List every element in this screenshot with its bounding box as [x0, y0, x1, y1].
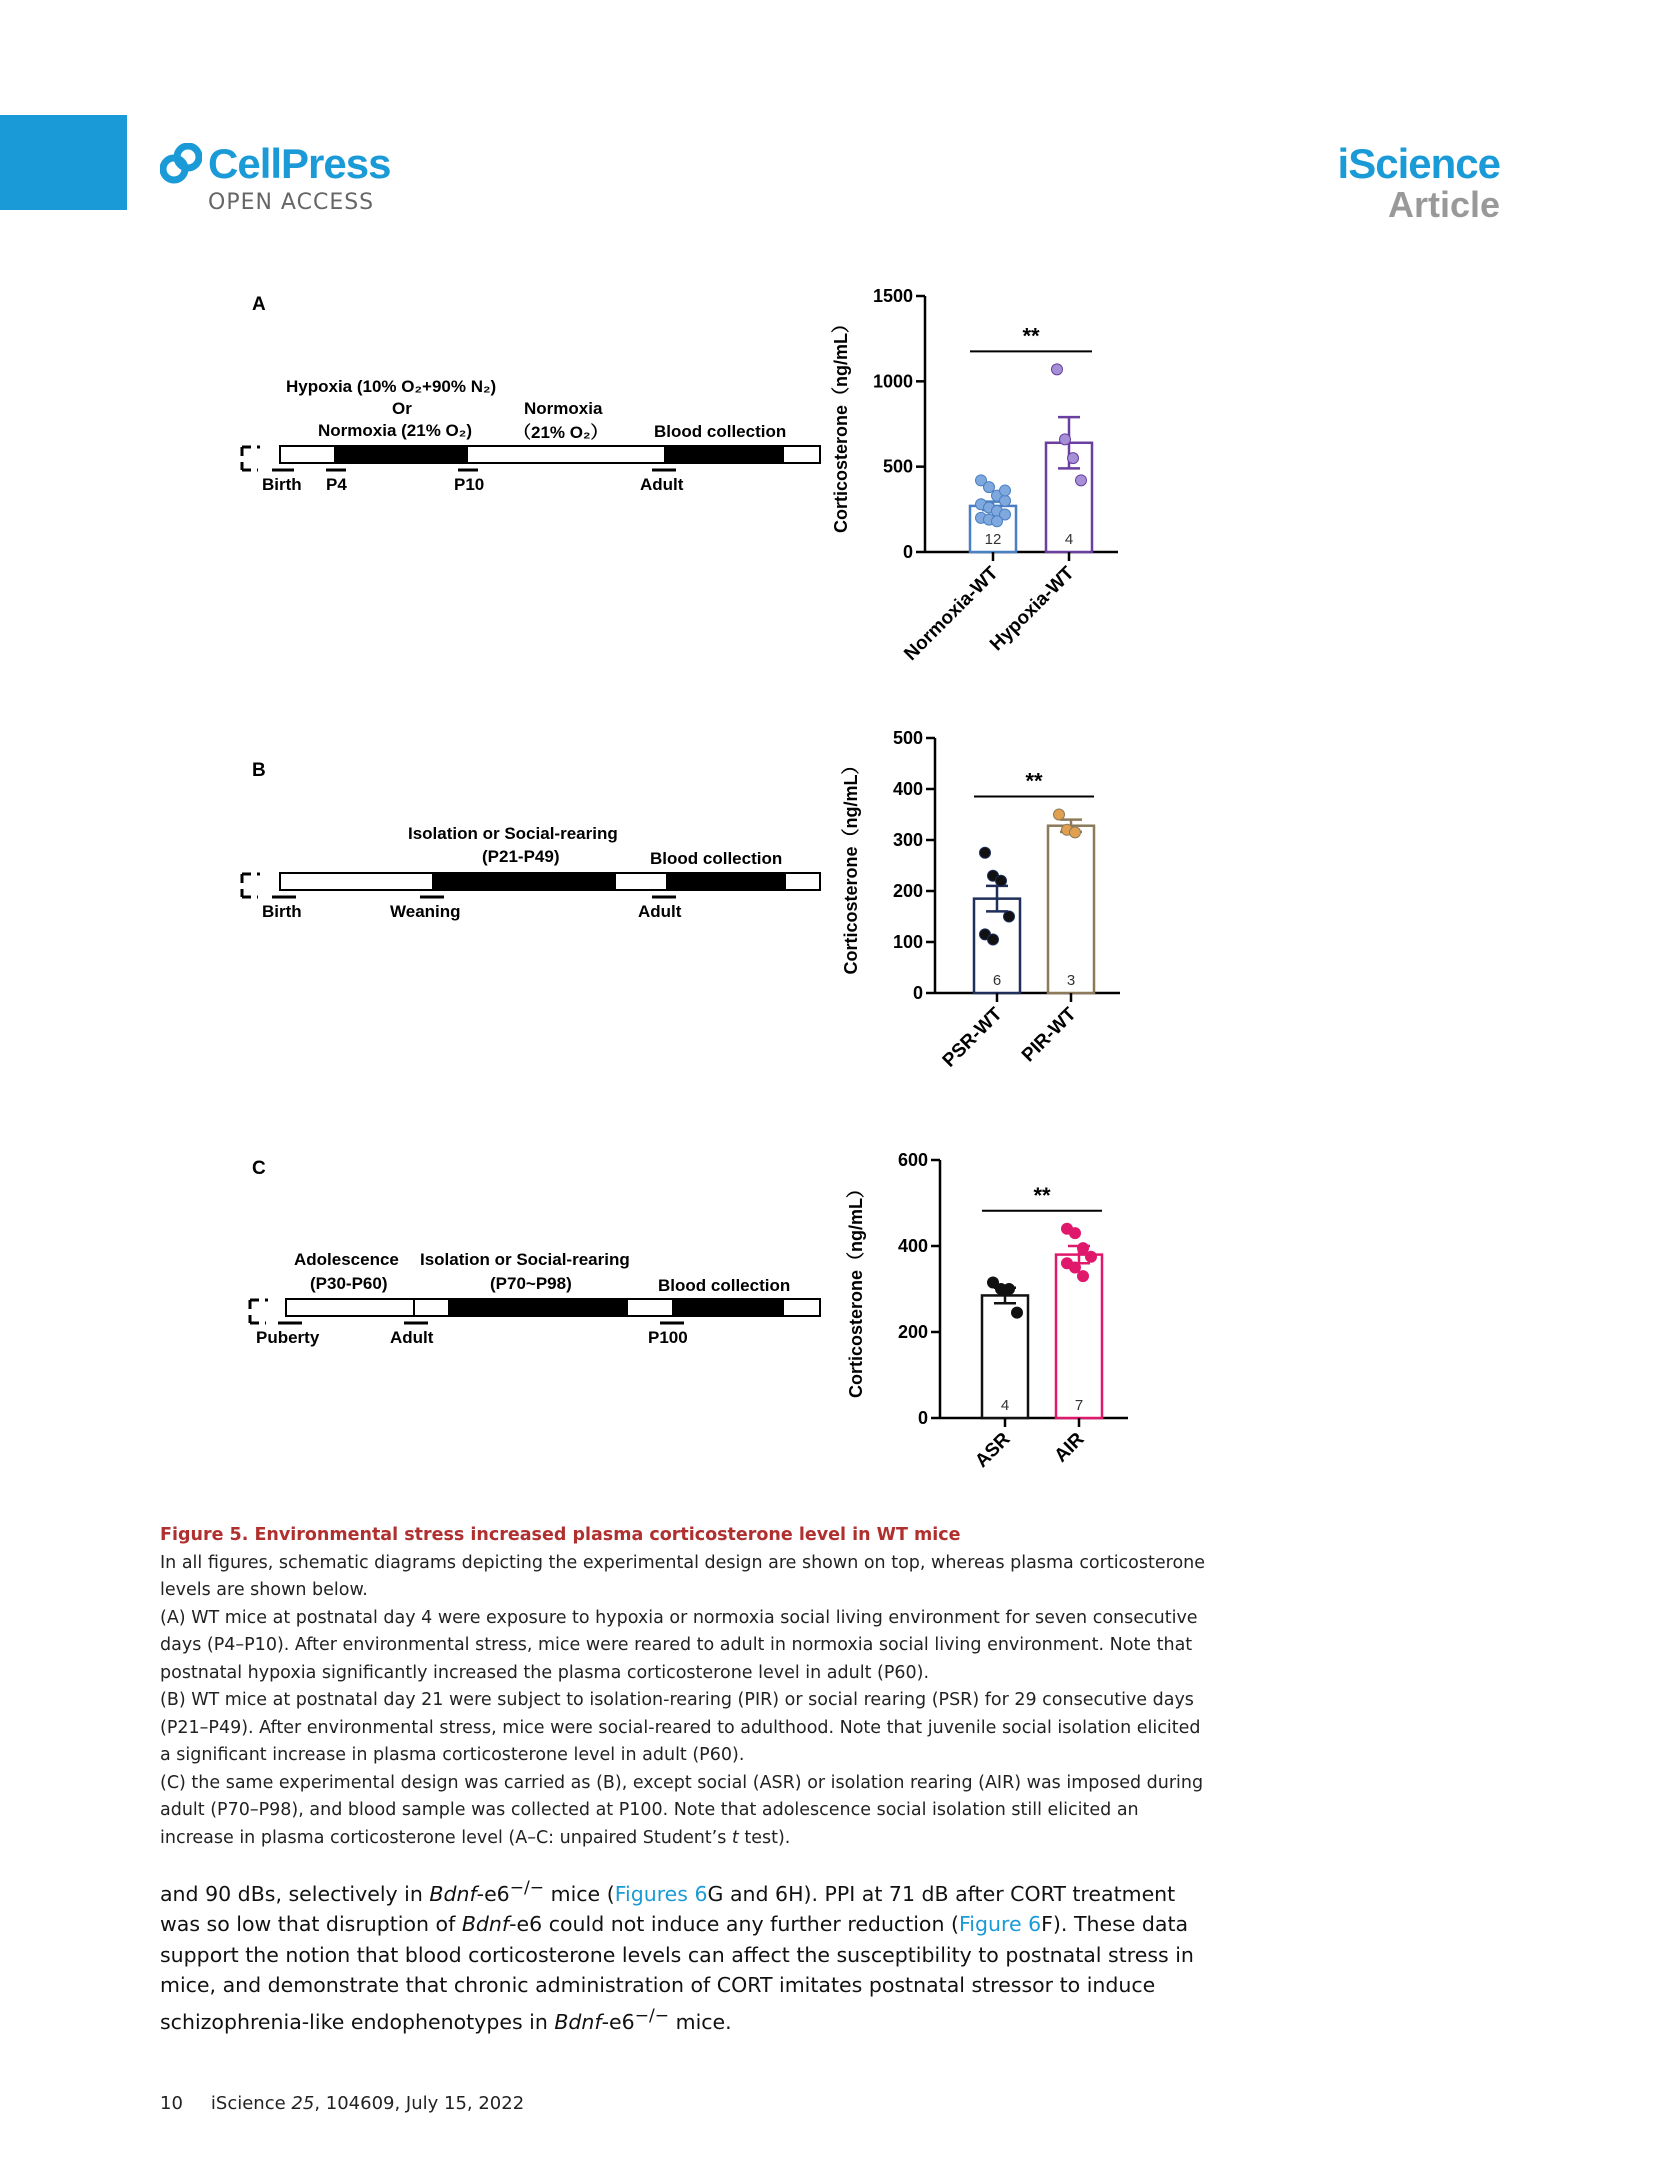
y-tick-label: 600	[897, 1150, 928, 1170]
y-tick-label: 1000	[872, 371, 913, 392]
y-tick-label: 0	[912, 983, 923, 1003]
timeline-c	[250, 1250, 820, 1347]
data-point	[1004, 911, 1015, 922]
bar-charts	[831, 286, 1128, 1472]
timeline-b-tick: Adult	[638, 902, 682, 921]
y-tick-label: 200	[897, 1322, 928, 1342]
panel-label-a: A	[252, 294, 266, 315]
data-point	[1054, 809, 1065, 820]
x-tick-label: Hypoxia-WT	[986, 562, 1079, 656]
footer-volume: 25	[291, 2093, 315, 2114]
data-point	[996, 875, 1007, 886]
figure-caption	[160, 1522, 1215, 1852]
significance-marker: **	[1033, 1182, 1051, 1208]
caption-b: (B) WT mice at postnatal day 21 were subject to isolation-rearing (PIR) or social rearing (PSR) for 29 consecutive days (P21–P49). After environmental stress, mice were social-reared to adulthood. Note that juvenile social isolation elicited a significant increase in plasma corticosterone level in adult (P60).	[160, 1690, 1201, 1765]
significance-marker: **	[1025, 768, 1043, 794]
y-tick-label: 0	[917, 1408, 928, 1428]
caption-c-t: t	[731, 1827, 739, 1848]
timeline-a-group1: Hypoxia (10% O₂+90% N₂)	[286, 377, 497, 396]
knockout-superscript: −/−	[509, 1878, 545, 1898]
body-text-segment: G and 6H). PPI at 71 dB after CORT treatment was so low that disruption of	[160, 1881, 1176, 1937]
gene-name: Bdnf	[429, 1881, 477, 1906]
gene-name: Bdnf	[461, 1912, 510, 1937]
journal-name: iScience	[1337, 140, 1500, 187]
figure-link[interactable]: Figures 6	[614, 1881, 708, 1906]
sample-size-label: 6	[992, 972, 1002, 989]
timeline-b-blood: Blood collection	[650, 849, 783, 868]
data-point	[1068, 453, 1079, 464]
chart-a	[831, 286, 1118, 665]
chart-b	[841, 728, 1120, 1072]
data-point	[1078, 1243, 1089, 1254]
timeline-a-normoxia: Normoxia	[524, 399, 603, 418]
caption-intro: In all figures, schematic diagrams depicting the experimental design are shown on top, whereas plasma corticosterone levels are shown below.	[160, 1552, 1206, 1600]
timeline-a-tick: P4	[326, 475, 347, 494]
y-tick-label: 1500	[872, 286, 913, 306]
timeline-c-group1: Isolation or Social-rearing	[420, 1250, 630, 1269]
timeline-c-blood: Blood collection	[658, 1276, 791, 1295]
y-tick-label: 400	[892, 779, 923, 799]
timeline-b-group2: (P21-P49)	[482, 847, 560, 866]
data-point	[1078, 1271, 1089, 1282]
caption-a: (A) WT mice at postnatal day 4 were exposure to hypoxia or normoxia social living environment for seven consecutive days (P4–P10). After environmental stress, mice were reared to adult in normoxia social living environment. Note that postnatal hypoxia significantly increased the plasma corticosterone level in adult (P60).	[160, 1607, 1198, 1683]
data-point	[988, 934, 999, 945]
timeline-c-tick: Adult	[390, 1328, 434, 1347]
timeline-a	[242, 377, 820, 494]
caption-title: Figure 5. Environmental stress increased plasma corticosterone level in WT mice	[160, 1525, 961, 1545]
data-point	[1012, 1307, 1023, 1318]
data-point	[1086, 1251, 1097, 1262]
caption-c-post: test).	[738, 1827, 791, 1848]
x-tick-label: ASR	[971, 1428, 1015, 1472]
sample-size-label: 3	[1066, 972, 1076, 989]
y-tick-label: 200	[892, 881, 923, 901]
caption-c-pre: (C) the same experimental design was carried as (B), except social (ASR) or isolation rearing (AIR) was imposed during adult (P70–P98), and blood sample was collected at P100. Note that adolescence social isolation still elicited an increase in plasma corticosterone level (A–C: unpaired Student’s	[160, 1772, 1204, 1848]
timeline-b-group1: Isolation or Social-rearing	[408, 824, 618, 843]
x-tick-label: PSR-WT	[938, 1003, 1007, 1072]
footer-citation: , 104609, July 15, 2022	[314, 2093, 525, 2114]
timeline-a-group2: Normoxia (21% O₂)	[318, 421, 472, 440]
timeline-b	[242, 824, 820, 921]
data-point	[1076, 475, 1087, 486]
x-tick-label: AIR	[1050, 1428, 1089, 1467]
timeline-c-phase1: Adolescence	[294, 1250, 399, 1269]
x-tick-label: Normoxia-WT	[900, 562, 1003, 665]
y-tick-label: 300	[892, 830, 923, 850]
sample-size-label: 7	[1074, 1397, 1084, 1414]
timeline-a-tick: P10	[454, 475, 485, 494]
body-text-segment: F). These data support the notion that blood corticosterone levels can affect the susceptibility to postnatal stress in mice, and demonstrate that chronic administration of CORT imitates postnatal stressor to induce schizophrenia-like endophenotypes in	[160, 1912, 1194, 2034]
x-tick-label: PIR-WT	[1017, 1003, 1081, 1067]
sample-size-label: 4	[1064, 531, 1074, 548]
brand-subtitle: OPEN ACCESS	[208, 190, 375, 215]
timeline-b-tick: Birth	[262, 902, 302, 921]
y-tick-label: 400	[897, 1236, 928, 1256]
data-point	[984, 482, 995, 493]
figure-link[interactable]: Figure 6	[958, 1912, 1042, 1937]
y-tick-label: 500	[892, 728, 923, 748]
footer-journal: iScience	[210, 2093, 292, 2114]
gene-suffix: -e6	[476, 1881, 510, 1906]
article-type: Article	[1387, 184, 1500, 225]
caption-c	[160, 1770, 1215, 1853]
data-point	[1004, 1284, 1015, 1295]
body-text-segment: -e6 could not induce any further reduction (	[509, 1912, 959, 1937]
y-tick-label: 100	[892, 932, 923, 952]
data-point	[1052, 364, 1063, 375]
data-point	[1070, 1262, 1081, 1273]
y-axis-label: Corticosterone（ng/mL）	[831, 314, 851, 534]
data-point	[1060, 434, 1071, 445]
panel-label-b: B	[252, 760, 266, 781]
bar	[1048, 826, 1094, 993]
panel-label-c: C	[252, 1158, 266, 1179]
brand-name: CellPress	[208, 140, 391, 187]
timeline-b-tick: Weaning	[390, 902, 461, 921]
body-text-segment: and 90 dBs, selectively in	[160, 1881, 430, 1906]
body-text-segment: mice.	[669, 2009, 732, 2034]
y-axis-label: Corticosterone（ng/mL）	[846, 1179, 866, 1399]
page-footer	[160, 2093, 524, 2114]
body-text-segment: mice (	[544, 1881, 615, 1906]
gene-name: Bdnf	[554, 2009, 602, 2034]
gene-suffix: -e6	[601, 2009, 635, 2034]
timeline-c-group2: (P70~P98)	[490, 1274, 572, 1293]
timeline-a-tick: Adult	[640, 475, 684, 494]
data-point	[980, 847, 991, 858]
data-point	[992, 516, 1003, 527]
data-point	[1070, 827, 1081, 838]
y-tick-label: 500	[882, 456, 913, 477]
sample-size-label: 12	[984, 531, 1002, 548]
timeline-a-tick: Birth	[262, 475, 302, 494]
y-axis-label: Corticosterone（ng/mL）	[841, 756, 861, 975]
page-number: 10	[160, 2093, 183, 2114]
timeline-a-or: Or	[392, 399, 412, 418]
body-paragraph	[160, 1873, 1215, 2037]
knockout-superscript: −/−	[634, 2005, 670, 2026]
timeline-c-phase1-sub: (P30-P60)	[310, 1274, 388, 1293]
timeline-a-blood: Blood collection	[654, 422, 787, 441]
sample-size-label: 4	[1000, 1397, 1010, 1414]
data-point	[1000, 485, 1011, 496]
timeline-c-tick: Puberty	[256, 1328, 320, 1347]
data-point	[1070, 1228, 1081, 1239]
significance-marker: **	[1022, 323, 1040, 349]
timeline-a-normoxia-pct: （21% O₂）	[514, 423, 608, 442]
data-point	[1000, 495, 1011, 506]
timeline-c-tick: P100	[648, 1328, 688, 1347]
y-tick-label: 0	[902, 542, 913, 562]
chart-c	[846, 1150, 1128, 1472]
